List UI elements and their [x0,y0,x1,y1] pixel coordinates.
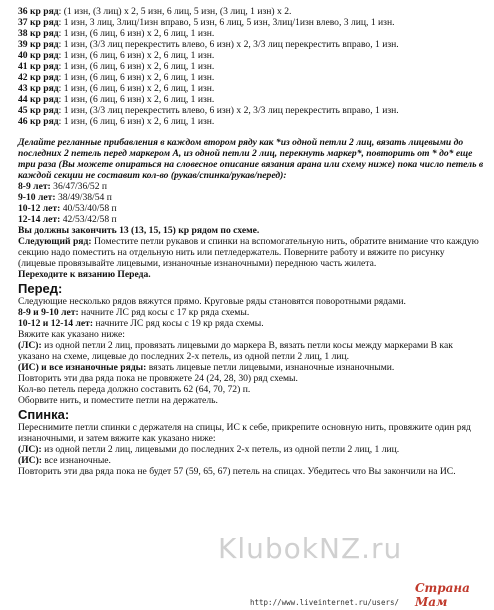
pattern-row-label: 36 кр ряд [18,6,59,17]
size-value: 36/47/36/52 п [50,181,108,192]
front-ls-label: (ЛС): [18,340,42,351]
pattern-row [18,105,484,116]
pattern-row-label: 40 кр ряд [18,50,59,61]
next-row-paragraph [18,236,484,269]
size-row [18,181,484,192]
pattern-row [18,94,484,105]
raglan-instructions: Делайте регланные прибавления в каждом втором ряду как *из одной петли 2 лиц, вязать лицевыми до последних 2 петель перед маркером А, из одной петли 2 лиц, перекнуть маркер*, повторить от * до* еще три раза (Вы можете опираться на словесное описание вязания арана или схему ниже) пока число петель в каждой секции не составит кол-во (рукав/спинка/рукав/перед): [18,137,484,181]
pattern-row [18,72,484,83]
next-row-label: Следующий ряд: [18,236,92,247]
front-size-2-text: начните ЛС ряд косы с 19 кр ряда схемы. [93,318,264,329]
size-row [18,214,484,225]
back-is [18,455,484,466]
next-row-text: Поместите петли рукавов и спинки на вспомогательную нить, обратите внимание что каждую секцию надо поместить на отдельную нить или петледержатель. Поверните работу и вяжите по рисунку (лицевые провязывайте лицевыми, изнаночные изнаночными) переднюю часть жилета. [18,236,479,269]
pattern-row-label: 38 кр ряд [18,28,59,39]
front-p3: Повторить эти два ряда пока не провяжете 24 (24, 28, 30) ряд схемы. [18,373,298,384]
front-size-1 [18,307,484,318]
back-p2: Повторить эти два ряда пока не будет 57 (59, 65, 67) петель на спицах. Убедитесь что Вы закончили на ИС. [18,466,456,477]
front-p2: Вяжите как указано ниже: [18,329,125,340]
size-value: 42/53/42/58 п [60,214,117,225]
size-label: 10-12 лет: [18,203,61,214]
site-watermark: KlubokNZ.ru [218,532,403,565]
pattern-row-text: : 1 изн, (6 лиц, 6 изн) x 2, 6 лиц, 1 изн. [58,72,215,83]
pattern-row-label: 41 кр ряд [18,61,59,72]
front-heading: Перед: [18,281,63,296]
front-p5: Оборвите нить, и поместите петли на держатель. [18,395,218,406]
pattern-row-text: : 1 изн, (3/3 лиц перекрестить влево, 6 изн) x 2, 3/3 лиц перекрестить вправо, 1 изн. [58,39,399,50]
pattern-row-label: 37 кр ряд [18,17,59,28]
front-is [18,362,484,373]
pattern-row-label: 42 кр ряд [18,72,59,83]
size-row [18,192,484,203]
size-value: 40/53/40/58 п [60,203,117,214]
back-is-text: все изнаночные. [41,455,111,466]
back-ls [18,444,484,455]
go-front-note: Переходите к вязанию Переда. [18,269,151,280]
front-is-text: вязать лицевые петли лицевыми, изнаночные изнаночными. [146,362,395,373]
front-size-1-label: 8-9 и 9-10 лет: [18,307,79,318]
front-p1: Следующие несколько рядов вяжутся прямо. Круговые ряды становятся поворотными рядами. [18,296,406,307]
pattern-row [18,17,484,28]
pattern-row-text: : 1 изн, (6 лиц, 6 изн) x 2, 6 лиц, 1 изн. [58,116,215,127]
pattern-row-text: : 1 изн, (6 лиц, 6 изн) x 2, 6 лиц, 1 изн. [58,50,215,61]
row-list [18,6,484,127]
pattern-row [18,116,484,127]
pattern-row-label: 39 кр ряд [18,39,59,50]
pattern-row-text: : 1 изн, (6 лиц, 6 изн) x 2, 6 лиц, 1 изн. [58,94,215,105]
pattern-row-text: : 1 изн, (3/3 лиц перекрестить влево, 6 изн) x 2, 3/3 лиц перекрестить вправо, 1 изн. [58,105,399,116]
pattern-row [18,6,484,17]
back-heading: Спинка: [18,407,70,422]
back-is-label: (ИС): [18,455,42,466]
back-p1: Переснимите петли спинки с держателя на спицы, ИС к себе, прикрепите основную нить, провяжите один ряд изнаночными, и затем вяжите как указано ниже: [18,422,471,444]
pattern-row-label: 44 кр ряд [18,94,59,105]
size-value: 38/49/38/54 п [55,192,112,203]
pattern-row-label: 43 кр ряд [18,83,59,94]
pattern-row [18,28,484,39]
pattern-row [18,50,484,61]
pattern-row [18,83,484,94]
finish-row-note: Вы должны закончить 13 (13, 15, 15) кр рядом по схеме. [18,225,260,236]
pattern-row-label: 46 кр ряд [18,116,59,127]
pattern-row [18,39,484,50]
size-label: 8-9 лет: [18,181,51,192]
front-is-label: (ИС) и все изнаночные ряды: [18,362,147,373]
back-ls-text: из одной петли 2 лиц, лицевыми до последних 2-х петель, из одной петли 2 лиц, 1 лиц. [41,444,400,455]
pattern-row-text: : 1 изн, (6 лиц, 6 изн) x 2, 6 лиц, 1 изн. [58,61,215,72]
size-row [18,203,484,214]
front-size-1-text: начните ЛС ряд косы с 17 кр ряда схемы. [78,307,250,318]
pattern-row-text: : (1 изн, (3 лиц) x 2, 5 изн, 6 лиц, 5 изн, (3 лиц, 1 изн) x 2. [58,6,292,17]
front-p4: Кол-во петель переда должно составить 62 (64, 70, 72) п. [18,384,251,395]
document-page [18,6,484,477]
pattern-row-label: 45 кр ряд [18,105,59,116]
front-size-2 [18,318,484,329]
size-label: 12-14 лет: [18,214,61,225]
size-list [18,181,484,225]
strana-mam-logo: Страна Мам [412,580,494,610]
front-ls-text: из одной петли 2 лиц, провязать лицевыми до маркера В, вязать петли косы между маркерами В как указано на схеме, лицевые до последних 2-х петель, из одной петли 2 лиц, 1 лиц. [18,340,453,362]
size-label: 9-10 лет: [18,192,56,203]
front-size-2-label: 10-12 и 12-14 лет: [18,318,94,329]
pattern-row-text: : 1 изн, 3 лиц, 3лиц/1изн вправо, 5 изн, 6 лиц, 5 изн, 3лиц/1изн влево, 3 лиц, 1 изн. [58,17,395,28]
source-url[interactable]: http://www.liveinternet.ru/users/ [250,598,400,607]
pattern-row-text: : 1 изн, (6 лиц, 6 изн) x 2, 6 лиц, 1 изн. [58,28,215,39]
pattern-row [18,61,484,72]
front-ls [18,340,484,362]
pattern-row-text: : 1 изн, (6 лиц, 6 изн) x 2, 6 лиц, 1 изн. [58,83,215,94]
back-ls-label: (ЛС): [18,444,42,455]
